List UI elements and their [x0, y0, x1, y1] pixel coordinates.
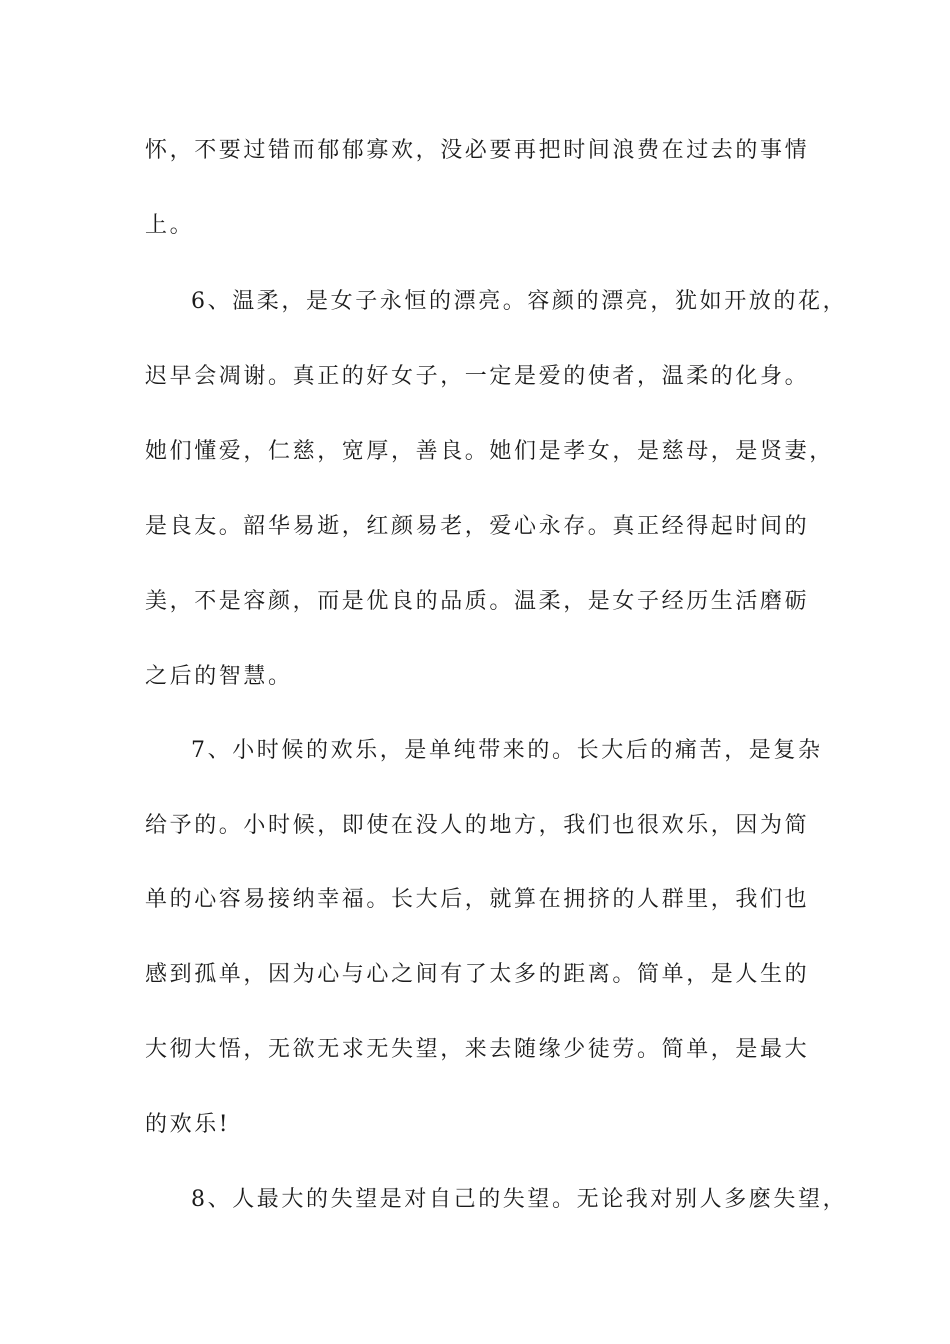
paragraph-6-start: 6、温柔，是女子永恒的漂亮。容颜的漂亮，犹如开放的花，: [191, 289, 848, 314]
text-line: 怀，不要过错而郁郁寡欢，没必要再把时间浪费在过去的事情: [145, 138, 810, 163]
text-line: 美，不是容颜，而是优良的品质。温柔，是女子经历生活磨砺: [145, 589, 810, 614]
paragraph-7-start: 7、小时候的欢乐，是单纯带来的。长大后的痛苦，是复杂: [191, 738, 823, 763]
paragraph-8-start: 8、人最大的失望是对自己的失望。无论我对别人多麽失望，: [191, 1187, 848, 1212]
text-line: 她们懂爱，仁慈，宽厚，善良。她们是孝女，是慈母，是贤妻，: [145, 439, 834, 464]
text-line: 迟早会凋谢。真正的好女子，一定是爱的使者，温柔的化身。: [145, 364, 810, 389]
text-line: 的欢乐!: [145, 1112, 231, 1137]
text-line: 大彻大悟，无欲无求无失望，来去随缘少徒劳。简单，是最大: [145, 1037, 810, 1062]
text-line: 给予的。小时候，即使在没人的地方，我们也很欢乐，因为简: [145, 813, 810, 838]
text-line: 之后的智慧。: [145, 664, 293, 689]
text-line: 上。: [145, 213, 195, 238]
text-line: 单的心容易接纳幸福。长大后，就算在拥挤的人群里，我们也: [145, 887, 810, 912]
text-line: 是良友。韶华易逝，红颜易老，爱心永存。真正经得起时间的: [145, 514, 810, 539]
text-line: 感到孤单，因为心与心之间有了太多的距离。简单，是人生的: [145, 962, 810, 987]
